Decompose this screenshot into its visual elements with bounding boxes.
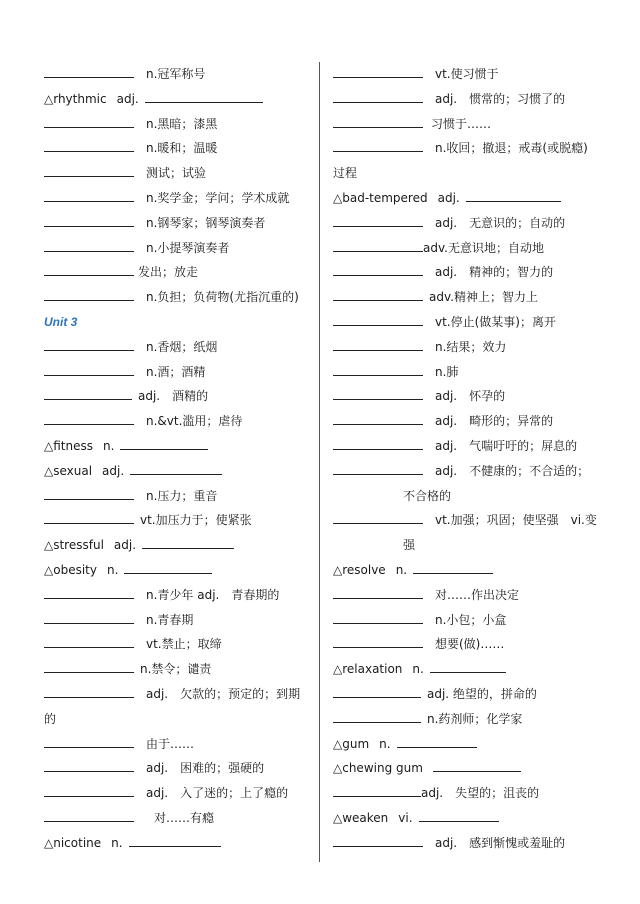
list-item (333, 831, 613, 856)
list-item (333, 434, 613, 459)
answer-blank[interactable] (44, 335, 134, 351)
list-item (333, 310, 613, 335)
definition: n.结果；效力 (435, 339, 507, 354)
list-item (333, 707, 613, 732)
list-item (333, 806, 613, 831)
part-of-speech: n. (106, 562, 119, 577)
answer-blank[interactable] (333, 831, 423, 847)
definition: adj. 入了迷的；上了瘾的 (146, 786, 289, 801)
list-item (44, 87, 314, 112)
definition: vt.加压力于；使紧张 (140, 513, 252, 528)
answer-blank[interactable] (333, 310, 423, 326)
list-item (333, 459, 613, 484)
definition: n.药剂师；化学家 (427, 711, 523, 726)
answer-blank[interactable] (333, 87, 423, 103)
answer-blank[interactable] (333, 459, 423, 475)
answer-blank[interactable] (333, 682, 421, 698)
answer-blank[interactable] (466, 186, 561, 202)
list-item-continuation (333, 533, 613, 558)
answer-blank[interactable] (333, 136, 423, 152)
vocab-word: △obesity (44, 562, 97, 577)
list-item (44, 360, 314, 385)
answer-blank[interactable] (44, 112, 134, 128)
list-item (44, 583, 314, 608)
definition: adj. 酒精的 (138, 389, 209, 404)
list-item (333, 112, 613, 137)
answer-blank[interactable] (333, 707, 421, 723)
definition: adj. 气喘吁吁的；屏息的 (435, 438, 578, 453)
definition: adj. 无意识的；自动的 (435, 215, 566, 230)
list-item (44, 285, 314, 310)
answer-blank[interactable] (44, 136, 134, 152)
definition: n.禁令；谴责 (140, 662, 212, 677)
list-item (44, 409, 314, 434)
vocab-word: △resolve (333, 562, 386, 577)
list-item (44, 434, 314, 459)
answer-blank[interactable] (333, 285, 423, 301)
list-item (333, 682, 613, 707)
definition: n.青春期 (146, 612, 194, 627)
definition: 对……有瘾 (154, 810, 215, 825)
answer-blank[interactable] (333, 62, 423, 78)
definition: n.小包；小盒 (435, 612, 507, 627)
definition: 对……作出决定 (435, 587, 520, 602)
definition: adj. 欠款的；预定的；到期 (146, 686, 301, 701)
answer-blank[interactable] (430, 657, 506, 673)
list-item (44, 781, 314, 806)
list-item (333, 285, 613, 310)
list-item (333, 384, 613, 409)
vocab-word: △sexual (44, 463, 93, 478)
list-item-continuation (333, 484, 613, 509)
list-item (44, 682, 314, 707)
list-item (44, 136, 314, 161)
definition: 过程 (333, 166, 358, 181)
list-item (333, 136, 613, 161)
answer-blank[interactable] (413, 558, 493, 574)
definition: n.暖和；温暖 (146, 141, 218, 156)
definition: adj. 精神的；智力的 (435, 265, 554, 280)
definition: n.小提琴演奏者 (146, 240, 230, 255)
unit-heading (44, 310, 314, 335)
answer-blank[interactable] (44, 62, 134, 78)
answer-blank[interactable] (333, 632, 423, 648)
list-item (333, 608, 613, 633)
definition: n.&vt.滥用；虐待 (146, 414, 243, 429)
list-item (44, 756, 314, 781)
list-item (44, 558, 314, 583)
list-item (333, 62, 613, 87)
list-item (44, 260, 314, 285)
definition: adj. 困难的；强硬的 (146, 761, 265, 776)
definition: 强 (403, 538, 416, 553)
definition: 由于…… (146, 736, 195, 751)
answer-blank[interactable] (44, 186, 134, 202)
list-item (44, 186, 314, 211)
list-item (333, 186, 613, 211)
list-item (44, 657, 314, 682)
definition: vt.停止(做某事)；离开 (435, 314, 556, 329)
answer-blank[interactable] (124, 558, 212, 574)
definition: n.冠军称号 (146, 67, 206, 81)
list-item (44, 533, 314, 558)
definition: n.负担；负荷物(尤指沉重的) (146, 290, 299, 305)
part-of-speech: adj. (113, 538, 137, 553)
answer-blank[interactable] (333, 583, 423, 599)
list-item (44, 806, 314, 831)
part-of-speech: n. (111, 835, 123, 850)
answer-blank[interactable] (333, 409, 423, 425)
definition: vt.加强；巩固；使坚强 vi.变 (435, 513, 597, 528)
list-item (333, 583, 613, 608)
answer-blank[interactable] (44, 806, 134, 822)
list-item (333, 558, 613, 583)
vocab-word: △nicotine (44, 835, 102, 850)
answer-blank[interactable] (333, 236, 423, 252)
part-of-speech: adj. (102, 463, 125, 478)
answer-blank[interactable] (433, 756, 521, 772)
answer-blank[interactable] (145, 87, 263, 103)
answer-blank[interactable] (44, 236, 134, 252)
answer-blank[interactable] (44, 682, 134, 698)
column-divider (319, 62, 320, 862)
definition: 测试；试验 (146, 166, 207, 181)
list-item (44, 161, 314, 186)
part-of-speech: n. (395, 562, 408, 577)
answer-blank[interactable] (397, 732, 477, 748)
list-item (333, 360, 613, 385)
answer-blank[interactable] (44, 409, 134, 425)
answer-blank[interactable] (333, 335, 423, 351)
vocab-word: △stressful (44, 538, 104, 553)
answer-blank[interactable] (333, 384, 423, 400)
list-item (44, 508, 314, 533)
list-item (44, 384, 314, 409)
answer-blank[interactable] (333, 360, 423, 376)
answer-blank[interactable] (333, 112, 423, 128)
definition: n.青少年 adj. 青春期的 (146, 587, 280, 602)
answer-blank[interactable] (333, 211, 423, 227)
answer-blank[interactable] (44, 632, 134, 648)
vocab-word: △gum (333, 736, 370, 751)
definition: adv.无意识地；自动地 (423, 240, 544, 255)
answer-blank[interactable] (44, 608, 134, 624)
list-item (44, 484, 314, 509)
answer-blank[interactable] (333, 434, 423, 450)
definition: n.酒；酒精 (146, 364, 206, 379)
definition: vt.禁止；取缔 (146, 637, 222, 652)
list-item (333, 236, 613, 261)
part-of-speech: n. (102, 438, 115, 453)
answer-blank[interactable] (44, 285, 134, 301)
list-item (333, 211, 613, 236)
definition: n.收回；撤退；戒毒(或脱瘾) (435, 141, 588, 156)
unit-title: Unit 3 (44, 314, 78, 329)
definition: n.黑暗；漆黑 (146, 116, 218, 131)
list-item (333, 657, 613, 682)
part-of-speech: vi. (398, 810, 413, 825)
answer-blank[interactable] (44, 211, 134, 227)
answer-blank[interactable] (44, 384, 132, 400)
vocab-word: △rhythmic (44, 91, 107, 106)
vocab-word: △weaken (333, 810, 389, 825)
definition: 习惯于…… (431, 116, 492, 131)
definition: n.肺 (435, 364, 459, 379)
list-item (44, 62, 314, 87)
answer-blank[interactable] (44, 260, 134, 276)
list-item (44, 632, 314, 657)
definition: 发出；放走 (138, 265, 199, 280)
definition: adv.精神上；智力上 (429, 290, 538, 305)
vocab-word: △bad-tempered (333, 190, 428, 205)
vocab-word: △relaxation (333, 662, 403, 677)
left-column (44, 62, 314, 856)
list-item (44, 831, 314, 856)
definition: 想要(做)…… (435, 637, 505, 652)
definition: adj. 怀孕的 (435, 389, 506, 404)
definition: adj. 绝望的，拼命的 (427, 686, 537, 701)
list-item (44, 236, 314, 261)
answer-blank[interactable] (44, 161, 134, 177)
answer-blank[interactable] (44, 756, 134, 772)
part-of-speech: adj. (437, 190, 460, 205)
list-item (333, 335, 613, 360)
list-item (44, 335, 314, 360)
list-item-continuation (333, 161, 613, 186)
list-item (333, 756, 613, 781)
answer-blank[interactable] (333, 508, 423, 524)
list-item (333, 260, 613, 285)
definition: adj. 感到惭愧或羞耻的 (435, 835, 566, 850)
answer-blank[interactable] (130, 459, 222, 475)
right-column (333, 62, 613, 856)
list-item (333, 409, 613, 434)
answer-blank[interactable] (129, 831, 221, 847)
part-of-speech: n. (379, 736, 391, 751)
answer-blank[interactable] (44, 484, 134, 500)
definition: n.压力；重音 (146, 488, 218, 503)
list-item (44, 211, 314, 236)
list-item (44, 608, 314, 633)
answer-blank[interactable] (333, 781, 421, 797)
list-item (333, 732, 613, 757)
list-item (44, 112, 314, 137)
answer-blank[interactable] (44, 781, 134, 797)
list-item (333, 632, 613, 657)
definition: n.奖学金；学问；学术成就 (146, 190, 290, 205)
answer-blank[interactable] (44, 583, 134, 599)
vocab-word: △chewing gum (333, 761, 423, 776)
part-of-speech: adj. (116, 91, 139, 106)
list-item (44, 459, 314, 484)
definition: vt.使习惯于 (435, 67, 499, 81)
answer-blank[interactable] (333, 260, 423, 276)
answer-blank[interactable] (44, 732, 134, 748)
list-item (333, 781, 613, 806)
answer-blank[interactable] (142, 533, 234, 549)
definition: adj. 畸形的；异常的 (435, 414, 554, 429)
list-item-continuation (44, 707, 314, 732)
part-of-speech: n. (412, 662, 424, 677)
vocab-word: △fitness (44, 438, 93, 453)
list-item (44, 732, 314, 757)
definition: n.钢琴家；钢琴演奏者 (146, 215, 266, 230)
definition: adj. 失望的；沮丧的 (421, 786, 540, 801)
definition: 不合格的 (403, 488, 452, 503)
answer-blank[interactable] (333, 608, 423, 624)
answer-blank[interactable] (44, 657, 134, 673)
answer-blank[interactable] (44, 360, 134, 376)
definition: adj. 惯常的；习惯了的 (435, 91, 566, 106)
list-item (333, 508, 613, 533)
definition: 的 (44, 711, 57, 726)
definition: n.香烟；纸烟 (146, 339, 218, 354)
answer-blank[interactable] (44, 508, 134, 524)
definition: adj. 不健康的；不合适的； (435, 463, 590, 478)
answer-blank[interactable] (419, 806, 499, 822)
list-item (333, 87, 613, 112)
answer-blank[interactable] (120, 434, 208, 450)
